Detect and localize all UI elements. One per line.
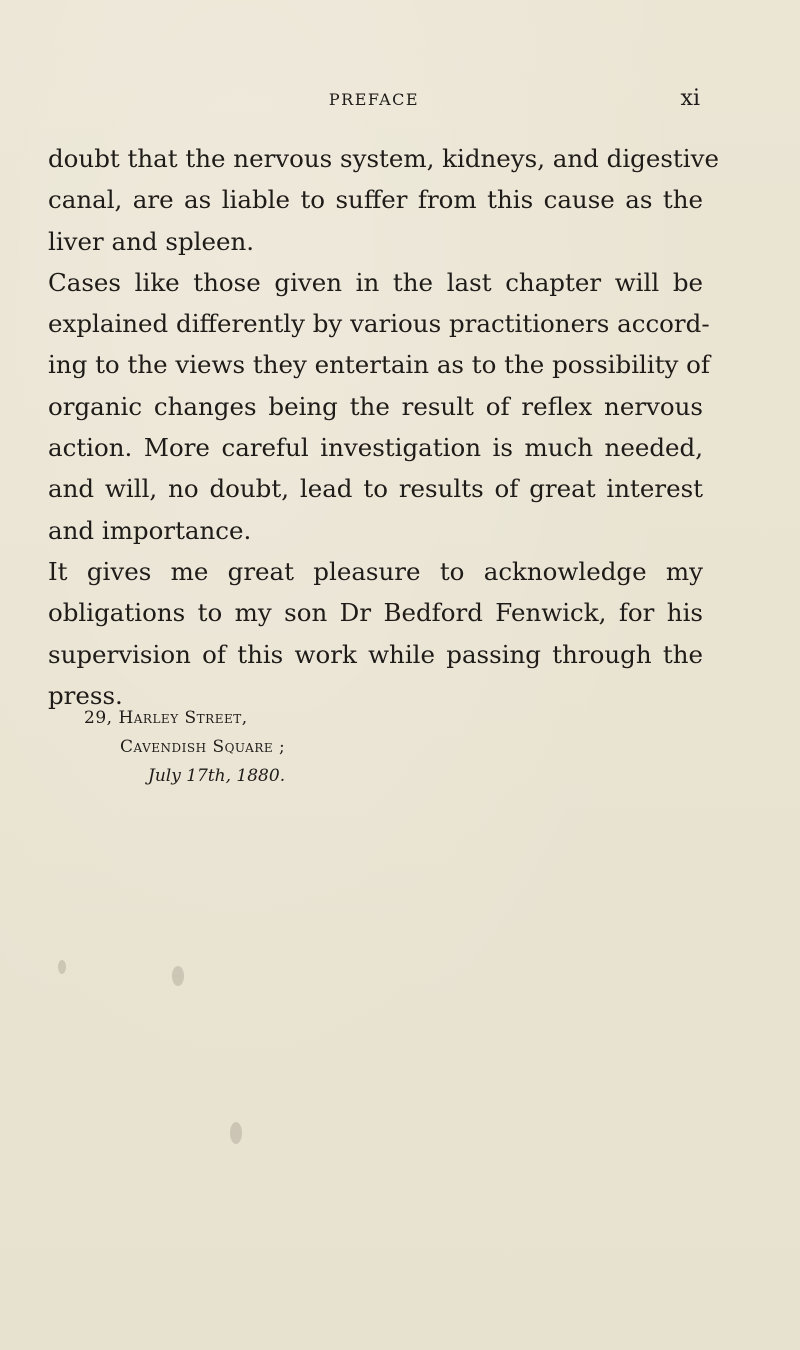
text-line: and importance. — [48, 515, 252, 545]
address-line-1: 29, Harley Street, — [84, 708, 248, 728]
text-line: doubt that the nervous system, kidneys, and digestive — [48, 144, 719, 173]
text-line: action. More careful investigation is much needed, — [48, 433, 703, 463]
text-line: supervision of this work while passing through the — [48, 639, 703, 669]
date-line: July 17th, 1880. — [148, 766, 286, 786]
text-line: canal, are as liable to suffer from this cause as the — [48, 185, 703, 215]
signature-block — [84, 704, 285, 791]
paragraph-start-line: It gives me great pleasure to acknowledge my — [48, 556, 703, 586]
text-line: ing to the views they entertain as to the possibility of — [48, 350, 710, 380]
preface-body — [48, 138, 719, 716]
paragraph-start-line: Cases like those given in the last chapter will be — [48, 267, 703, 297]
paper-blemish — [172, 966, 184, 986]
paper-blemish — [230, 1122, 242, 1144]
text-line: organic changes being the result of reflex nervous — [48, 391, 703, 421]
running-title: PREFACE — [328, 90, 420, 109]
page-number: xi — [680, 86, 700, 111]
paper-blemish — [58, 960, 66, 974]
text-line: and will, no doubt, lead to results of great interest — [48, 474, 703, 504]
text-line: obligations to my son Dr Bedford Fenwick, for his — [48, 598, 703, 628]
text-line: liver and spleen. — [48, 226, 255, 256]
address-line-2: Cavendish Square ; — [120, 737, 286, 757]
running-head — [48, 86, 700, 110]
text-line: explained differently by various practitioners accord- — [48, 309, 710, 339]
text-line: press. — [48, 680, 123, 710]
